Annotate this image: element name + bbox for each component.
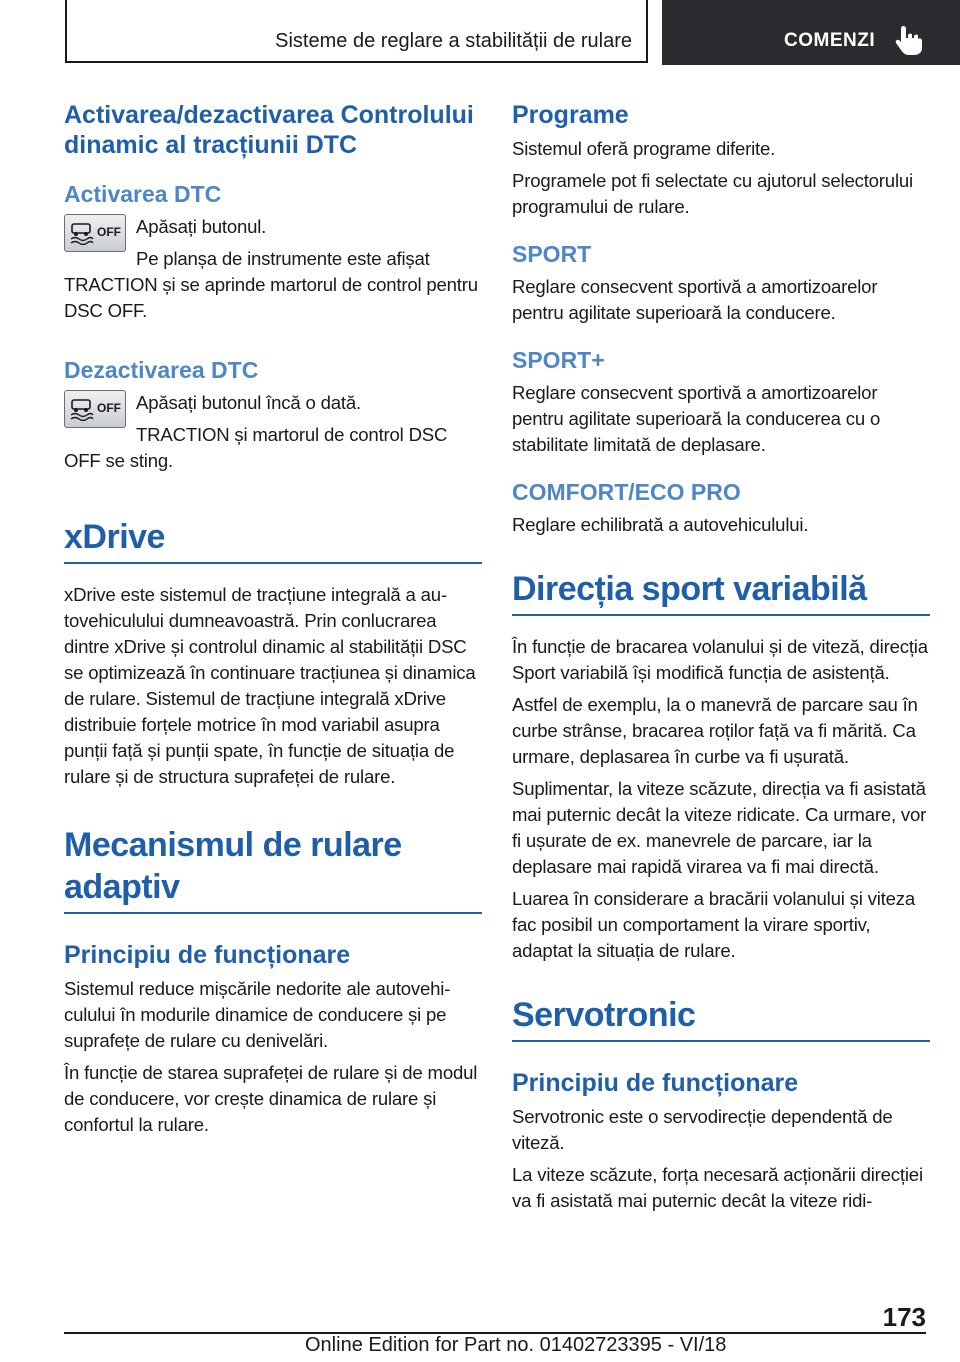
steering-heading: Direcția sport variabilă [512, 570, 867, 608]
right-column [512, 100, 930, 1220]
header-title: Sisteme de reglare a stabilității de rulare [275, 30, 632, 52]
adaptive-heading: Mecanismul de rulare adaptiv [64, 826, 402, 906]
xdrive-heading: xDrive [64, 518, 165, 556]
header-frame [65, 0, 648, 63]
sport-heading: SPORT [512, 241, 592, 267]
adaptive-text-2: În funcție de starea suprafeței de rulare și de modul de conducere, vor crește dinamica de rulare și confortul la rulare. [64, 1062, 478, 1135]
comfort-text: Reglare echilibrată a autovehiculului. [512, 514, 809, 535]
steering-text-3: Suplimentar, la viteze scăzute, direcția va fi asistată mai puternic decât la viteze ridicate. Ca urmare, vor fi ușurate de ex. manevrele de parcare, iar la deplasare mai rapidă virarea va fi mai directă. [512, 778, 927, 877]
adaptive-heading-block [64, 824, 482, 914]
edition-text: Online Edition for Part no. 01402723395 - VI/18 [305, 1334, 727, 1356]
comfort-heading: COMFORT/ECO PRO [512, 479, 741, 505]
servotronic-heading-block [512, 994, 930, 1042]
button-off-label: OFF [97, 225, 121, 239]
left-column [64, 100, 482, 1144]
adaptive-subheading: Principiu de funcționare [64, 941, 351, 969]
page-header [0, 0, 960, 66]
steering-text-1: În funcție de bracarea volanului și de viteză, direcția Sport variabilă își modifică funcția de asistență. [512, 636, 928, 683]
programs-text-1: Sistemul oferă programe diferite. [512, 138, 776, 159]
deactivate-step-1: Apăsați butonul încă o dată. [136, 392, 361, 413]
servotronic-heading: Servotronic [512, 996, 696, 1034]
adaptive-text-1: Sistemul reduce mișcările nedorite ale autovehiculului în modurile dinamice de conducere și pe suprafețe de rulare cu denivelări. [64, 978, 451, 1051]
sport-text: Reglare consecvent sportivă a amortizoarelor pentru agilitate superioară la conducere. [512, 276, 878, 323]
programs-heading: Programe [512, 101, 629, 129]
steering-heading-block [512, 568, 930, 616]
servotronic-text-2: La viteze scăzute, forța necesară acționării direcției va fi asistată mai puternic decât la viteze ridi- [512, 1164, 923, 1211]
steering-text-4: Luarea în considerare a bracării volanului și viteza fac posibil un comportament la virare sportiv, adaptat la situația de rulare. [512, 888, 916, 961]
servotronic-subheading: Principiu de funcționare [512, 1069, 799, 1097]
xdrive-heading-block [64, 516, 482, 564]
page-footer [0, 1300, 960, 1362]
steering-text-2: Astfel de exemplu, la o manevră de parcare sau în curbe strânse, bracarea roților față va fi mărită. Ca urmare, deplasarea în curbe va fi ușurată. [512, 694, 918, 767]
page-number: 173 [882, 1302, 926, 1332]
sport-plus-heading: SPORT+ [512, 347, 605, 373]
hand-pointer-icon [894, 24, 924, 56]
activate-dtc-heading: Activarea DTC [64, 181, 222, 207]
deactivate-dtc-heading: Dezactivarea DTC [64, 357, 259, 383]
activate-step-1: Apăsați butonul. [136, 216, 267, 237]
servotronic-text-1: Servotronic este o servodirecție dependentă de viteză. [512, 1106, 893, 1153]
programs-text-2: Programele pot fi selectate cu ajutorul selectorului programului de rulare. [512, 170, 913, 217]
dtc-title: Activarea/dezactivarea Controlului dinamic al tracțiunii DTC [64, 101, 474, 159]
chapter-label: COMENZI [784, 30, 876, 51]
deactivate-step-2: TRACTION și martorul de control DSC OFF se sting. [64, 424, 448, 471]
activate-step-2: Pe planșa de instrumente este afișat TRACTION și se aprinde martorul de control pentru DSC OFF. [64, 248, 478, 321]
chapter-tab[interactable] [662, 0, 960, 65]
xdrive-text: xDrive este sistemul de tracțiune integrală a autovehiculului dumneavoastră. Prin conlucrarea dintre xDrive și controlul dinamic al stabilității DSC se optimizează în continuare tracțiunea și dinamica de rulare. Sistemul de tracțiune integrală xDrive distribuie forțele motrice în mod variabil asupra punții față și punții spate, în funcție de situația de rulare și de structura suprafeței de rulare. [64, 584, 476, 787]
dsc-off-button-icon [64, 390, 126, 428]
button-off-label: OFF [97, 401, 121, 415]
dsc-off-button-icon [64, 214, 126, 252]
sport-plus-text: Reglare consecvent sportivă a amortizoarelor pentru agilitate superioară la conducerea cu o stabilitate limitată de deplasare. [512, 382, 881, 455]
